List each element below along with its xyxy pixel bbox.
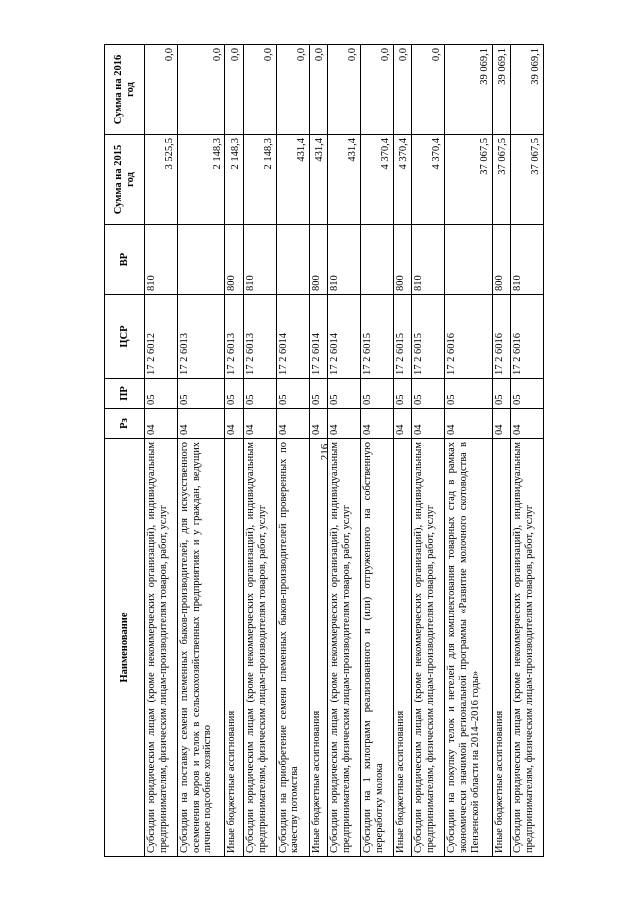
table-row xyxy=(360,45,393,857)
row-vr: 810 xyxy=(243,225,276,295)
row-sum-2015: 2 148,3 xyxy=(177,135,225,225)
budget-table-rotated xyxy=(104,45,544,857)
header-pr: ПР xyxy=(105,379,145,409)
row-vr xyxy=(276,225,309,295)
row-pr: 05 xyxy=(445,379,493,409)
row-csr: 17 2 6016 xyxy=(492,295,510,379)
row-rz: 04 xyxy=(328,409,361,439)
row-name: Иные бюджетные ассигнования xyxy=(393,439,411,857)
row-csr: 17 2 6012 xyxy=(145,295,178,379)
table-row xyxy=(492,45,510,857)
row-pr: 05 xyxy=(393,379,411,409)
row-vr xyxy=(445,225,493,295)
row-name: Субсидии юридическим лицам (кроме некоммерческих организаций), индивидуальным предпринимателям, физическим лицам-производителям товаров, работ, услуг xyxy=(511,439,544,857)
row-pr: 05 xyxy=(412,379,445,409)
row-name: Иные бюджетные ассигнования xyxy=(492,439,510,857)
row-name: Субсидии на покупку телок и нетелей для комплектования товарных стад в рамках экономически значимой региональной программы «Развитие молочного скотоводства в Пензенской области на 2014–2016 годы» xyxy=(445,439,493,857)
row-vr: 810 xyxy=(412,225,445,295)
row-name: Субсидии на приобретение семени племенных быков-производителей проверенных по качеству потомства xyxy=(276,439,309,857)
row-csr: 17 2 6014 xyxy=(309,295,327,379)
row-pr: 05 xyxy=(145,379,178,409)
row-csr: 17 2 6016 xyxy=(445,295,493,379)
row-sum-2016: 0,0 xyxy=(243,45,276,135)
row-name: Иные бюджетные ассигнования xyxy=(309,439,327,857)
row-vr: 800 xyxy=(309,225,327,295)
table-row xyxy=(145,45,178,857)
row-vr: 800 xyxy=(225,225,243,295)
row-pr: 05 xyxy=(177,379,225,409)
row-csr: 17 2 6013 xyxy=(177,295,225,379)
header-csr: ЦСР xyxy=(105,295,145,379)
row-sum-2015: 431,4 xyxy=(328,135,361,225)
row-sum-2015: 4 370,4 xyxy=(393,135,411,225)
header-sum-2016: Сумма на 2016 год xyxy=(105,45,145,135)
row-sum-2015: 37 067,5 xyxy=(492,135,510,225)
row-rz: 04 xyxy=(177,409,225,439)
row-rz: 04 xyxy=(445,409,493,439)
row-sum-2016: 39 069,1 xyxy=(445,45,493,135)
row-name: Субсидии юридическим лицам (кроме некоммерческих организаций), индивидуальным предпринимателям, физическим лицам-производителям товаров, работ, услуг xyxy=(412,439,445,857)
row-sum-2016: 0,0 xyxy=(328,45,361,135)
row-sum-2015: 4 370,4 xyxy=(412,135,445,225)
row-sum-2015: 431,4 xyxy=(276,135,309,225)
row-csr: 17 2 6014 xyxy=(328,295,361,379)
row-sum-2016: 0,0 xyxy=(225,45,243,135)
row-csr: 17 2 6015 xyxy=(412,295,445,379)
row-sum-2016: 0,0 xyxy=(177,45,225,135)
row-sum-2016: 39 069,1 xyxy=(492,45,510,135)
row-pr: 05 xyxy=(492,379,510,409)
row-vr xyxy=(177,225,225,295)
row-rz: 04 xyxy=(276,409,309,439)
table-header-row xyxy=(105,45,145,857)
row-sum-2015: 37 067,5 xyxy=(445,135,493,225)
header-vr: ВР xyxy=(105,225,145,295)
table-row xyxy=(276,45,309,857)
row-pr: 05 xyxy=(328,379,361,409)
row-sum-2016: 0,0 xyxy=(309,45,327,135)
row-vr: 800 xyxy=(492,225,510,295)
row-rz: 04 xyxy=(511,409,544,439)
row-rz: 04 xyxy=(243,409,276,439)
row-sum-2015: 2 148,3 xyxy=(243,135,276,225)
row-csr: 17 2 6015 xyxy=(360,295,393,379)
header-rz: Рз xyxy=(105,409,145,439)
row-name: Субсидии на поставку семени племенных быков-производителей, для искусственного осеменения коров и телок в сельскохозяйственных предприятиях и у граждан, ведущих личное подсобное хозяйство xyxy=(177,439,225,857)
row-sum-2016: 0,0 xyxy=(276,45,309,135)
row-rz: 04 xyxy=(145,409,178,439)
row-name: Субсидии на 1 килограмм реализованного и (или) отгруженного на собственную переработку молока xyxy=(360,439,393,857)
row-sum-2015: 4 370,4 xyxy=(360,135,393,225)
table-row xyxy=(243,45,276,857)
row-rz: 04 xyxy=(360,409,393,439)
table-row xyxy=(511,45,544,857)
table-row xyxy=(225,45,243,857)
table-row xyxy=(177,45,225,857)
row-rz: 04 xyxy=(309,409,327,439)
row-pr: 05 xyxy=(243,379,276,409)
row-csr: 17 2 6016 xyxy=(511,295,544,379)
table-row xyxy=(328,45,361,857)
table-row xyxy=(393,45,411,857)
row-csr: 17 2 6013 xyxy=(243,295,276,379)
row-csr: 17 2 6013 xyxy=(225,295,243,379)
table-row xyxy=(412,45,445,857)
row-name: Субсидии юридическим лицам (кроме некоммерческих организаций), индивидуальным предпринимателям, физическим лицам-производителям товаров, работ, услуг xyxy=(243,439,276,857)
row-vr: 810 xyxy=(511,225,544,295)
row-sum-2016: 0,0 xyxy=(145,45,178,135)
table-row xyxy=(309,45,327,857)
row-csr: 17 2 6014 xyxy=(276,295,309,379)
row-vr xyxy=(360,225,393,295)
row-pr: 05 xyxy=(360,379,393,409)
row-pr: 05 xyxy=(276,379,309,409)
row-sum-2016: 0,0 xyxy=(393,45,411,135)
row-rz: 04 xyxy=(412,409,445,439)
row-sum-2016: 39 069,1 xyxy=(511,45,544,135)
page-number: 216 xyxy=(319,443,331,461)
table-row xyxy=(445,45,493,857)
row-rz: 04 xyxy=(393,409,411,439)
header-name: Наименование xyxy=(105,439,145,857)
row-sum-2016: 0,0 xyxy=(412,45,445,135)
row-name: Субсидии юридическим лицам (кроме некоммерческих организаций), индивидуальным предпринимателям, физическим лицам-производителям товаров, работ, услуг xyxy=(328,439,361,857)
row-sum-2015: 2 148,3 xyxy=(225,135,243,225)
budget-table xyxy=(104,44,544,857)
row-rz: 04 xyxy=(492,409,510,439)
row-pr: 05 xyxy=(511,379,544,409)
row-sum-2015: 37 067,5 xyxy=(511,135,544,225)
row-pr: 05 xyxy=(309,379,327,409)
row-name: Иные бюджетные ассигнования xyxy=(225,439,243,857)
header-sum-2015: Сумма на 2015 год xyxy=(105,135,145,225)
row-rz: 04 xyxy=(225,409,243,439)
row-sum-2015: 431,4 xyxy=(309,135,327,225)
row-pr: 05 xyxy=(225,379,243,409)
row-vr: 800 xyxy=(393,225,411,295)
row-csr: 17 2 6015 xyxy=(393,295,411,379)
row-name: Субсидии юридическим лицам (кроме некоммерческих организаций), индивидуальным предпринимателям, физическим лицам-производителям товаров, работ, услуг xyxy=(145,439,178,857)
row-sum-2015: 3 525,5 xyxy=(145,135,178,225)
row-sum-2016: 0,0 xyxy=(360,45,393,135)
row-vr: 810 xyxy=(328,225,361,295)
row-vr: 810 xyxy=(145,225,178,295)
